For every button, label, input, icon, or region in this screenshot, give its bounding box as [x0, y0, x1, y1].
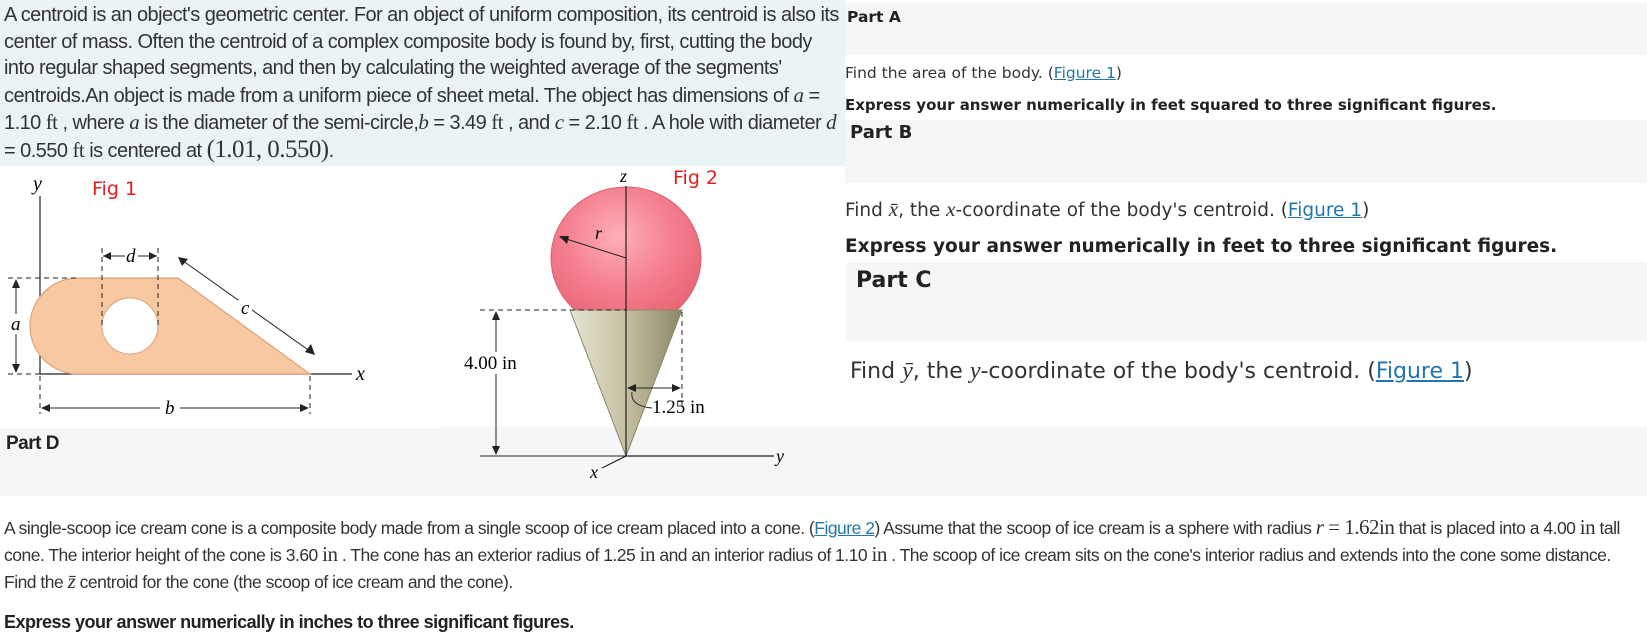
var-x: x	[946, 197, 956, 221]
part-d-header	[0, 428, 440, 496]
b-label: b	[165, 398, 175, 419]
part-d-text: . The cone has an exterior radius of 1.25	[337, 545, 640, 565]
var-b: b	[418, 110, 429, 134]
b-value: = 3.49	[428, 112, 492, 134]
part-a-instruction: Express your answer numerically in feet squared to three significant figures.	[845, 96, 1497, 114]
z-bar: z̄	[67, 569, 76, 593]
x-bar: x̄	[888, 197, 899, 221]
d-label: d	[126, 246, 136, 267]
var-a: a	[129, 110, 140, 134]
part-b-find: Find	[845, 200, 889, 221]
figure-2-link[interactable]: Figure 2	[814, 518, 875, 538]
sheet-metal-shape	[30, 278, 310, 374]
part-b-instruction: Express your answer numerically in feet to three significant figures.	[845, 236, 1558, 257]
unit-ft: ft	[72, 137, 85, 162]
c-label: c	[241, 298, 250, 319]
var-c: c	[554, 110, 564, 134]
r-value: = 1.62in	[1323, 515, 1395, 539]
arrow-head	[300, 404, 309, 412]
part-b-the: , the	[898, 200, 947, 221]
var-y: y	[969, 358, 981, 384]
part-c-the: , the	[912, 359, 970, 384]
paren-close: )	[1115, 64, 1122, 82]
part-a-question	[845, 64, 1122, 82]
var-d: d	[826, 110, 837, 134]
paren-close: )	[1362, 200, 1370, 221]
part-d-text: tall cone. The interior height of the cone is 3.60	[4, 518, 1620, 565]
part-d-text: ) Assume that the scoop of ice cream is a sphere with radius	[874, 518, 1316, 538]
part-d-text: . The scoop of ice cream sits on the cone's interior radius and extends into the cone some distance. Find the	[4, 545, 1611, 592]
intro-where: , where	[57, 112, 130, 134]
part-c-question	[850, 358, 1473, 385]
part-d-text: A single-scoop ice cream cone is a composite body made from a single scoop of ice cream placed into a cone. (	[4, 518, 815, 538]
part-a-question-text: Find the area of the body. (	[845, 64, 1054, 82]
part-a-title: Part A	[847, 8, 901, 26]
part-b-question-text: -coordinate of the body's centroid. (	[955, 200, 1288, 221]
r-label: r	[595, 223, 603, 243]
z-axis-label: z	[620, 168, 628, 186]
paren-close: )	[1464, 359, 1473, 384]
cone-radius-label: 1.25 in	[652, 397, 705, 418]
arrow-head	[12, 364, 20, 373]
c-value: = 2.10	[563, 112, 627, 134]
unit-in: in	[639, 542, 655, 566]
a-label: a	[11, 314, 21, 335]
d-value: = 0.550	[4, 139, 73, 162]
arrow-head	[149, 252, 157, 260]
unit-in: in	[322, 542, 338, 566]
height-label: 4.00 in	[464, 353, 517, 374]
intro-centered: is centered at	[84, 139, 207, 162]
a-description: is the diameter of the semi-circle,	[139, 112, 419, 134]
arrow-head	[12, 279, 20, 288]
part-c-header	[846, 262, 1647, 341]
fig1-label: Fig 1	[92, 178, 138, 200]
unit-ft: ft	[45, 110, 58, 134]
arrow-head	[672, 384, 681, 392]
x-axis	[602, 456, 626, 468]
var-r: r	[1315, 515, 1324, 539]
part-b-title: Part B	[850, 122, 913, 143]
unit-ft: ft	[491, 110, 503, 134]
figure-1-link[interactable]: Figure 1	[1375, 359, 1465, 384]
part-c-find: Find	[850, 359, 903, 384]
x-axis-label: x	[356, 363, 365, 385]
part-d-text: and an interior radius of 1.10	[654, 545, 872, 565]
part-d-text: centroid for the cone (the scoop of ice cream and the cone).	[75, 572, 513, 592]
figure-1-link[interactable]: Figure 1	[1053, 64, 1116, 82]
intro-hole: . A hole with diameter	[638, 112, 827, 134]
a-value: = 1.10	[4, 84, 820, 134]
intro-end: .	[328, 139, 334, 162]
figure-2	[440, 168, 805, 488]
unit-ft: ft	[626, 110, 639, 134]
figure-1-link[interactable]: Figure 1	[1287, 200, 1363, 221]
part-b-header	[845, 120, 1647, 183]
part-d-text: that is placed into a 4.00	[1394, 518, 1580, 538]
hole	[102, 298, 158, 354]
y-axis-label: y	[776, 446, 784, 466]
part-d-problem	[4, 514, 1642, 595]
intro-text	[4, 2, 845, 164]
fig2-label: Fig 2	[673, 168, 719, 189]
arrow-head	[305, 344, 315, 355]
part-d-header-extension	[805, 427, 1647, 496]
arrow-head	[492, 311, 500, 320]
part-a-header	[845, 3, 1647, 55]
arrow-head	[178, 257, 188, 266]
y-axis-label: y	[33, 173, 42, 195]
intro-and: , and	[502, 112, 555, 134]
arrow-head	[492, 446, 500, 455]
part-c-title: Part C	[856, 268, 932, 293]
arrow-head	[41, 404, 50, 412]
part-b-question	[845, 197, 1369, 222]
hole-center-point: (1.01, 0.550)	[206, 135, 329, 163]
y-bar: ȳ	[902, 358, 913, 384]
intro-sentence: A centroid is an object's geometric center. For an object of uniform composition, its centroid is also its center of mass. Often the centroid of a complex composite body is found by, first, cutting the body into regular shaped segments, and then by calculating the weighted average of the segments' centroids.An object is made from a uniform piece of sheet metal. The object has dimensions of	[4, 4, 839, 107]
part-d-title: Part D	[6, 433, 59, 454]
unit-in: in	[1579, 515, 1596, 539]
problem-intro	[0, 0, 845, 166]
figure-1	[0, 168, 440, 428]
unit-in: in	[871, 542, 887, 566]
part-d-instruction: Express your answer numerically in inches to three significant figures.	[4, 612, 574, 632]
part-c-question-text: -coordinate of the body's centroid. (	[980, 359, 1376, 384]
var-a: a	[793, 82, 804, 107]
arrow-head	[103, 252, 111, 260]
x-axis-label: x	[590, 462, 598, 482]
